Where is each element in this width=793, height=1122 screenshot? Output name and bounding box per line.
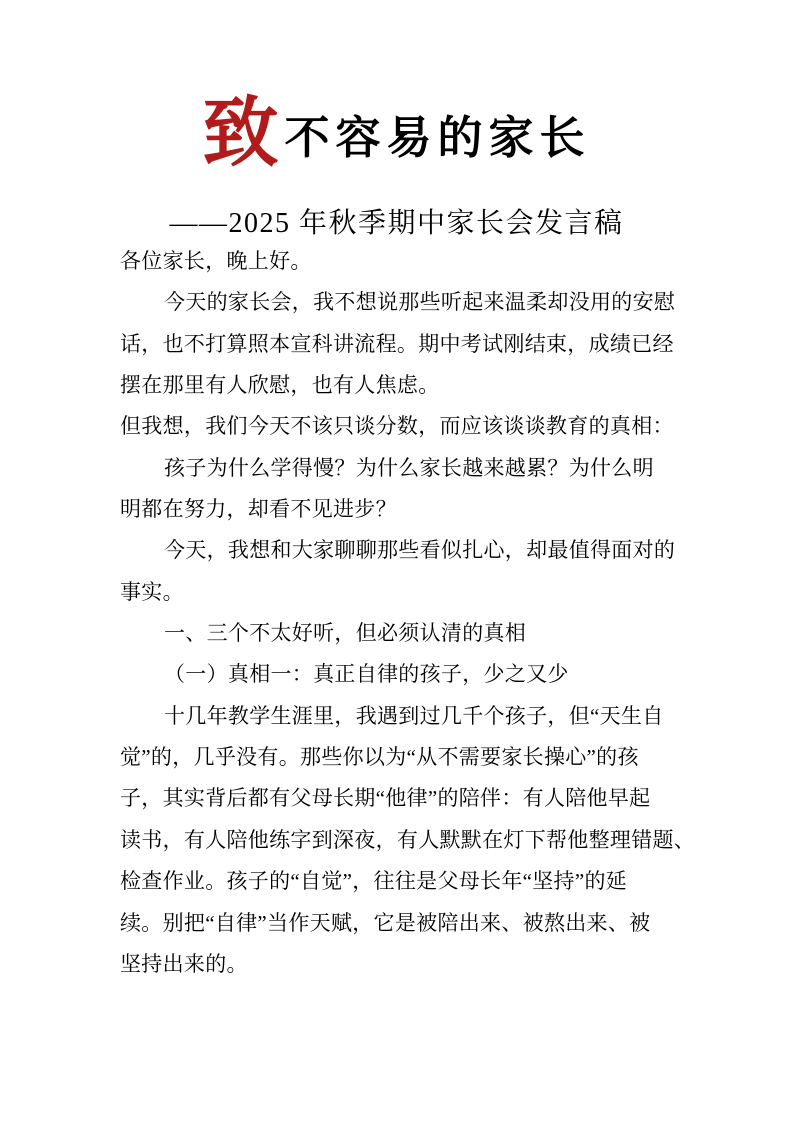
body-line: 事实。 (120, 579, 184, 604)
title-accent-char: 致 (202, 92, 279, 176)
body-line: 但我想，我们今天不该只谈分数，而应该谈谈教育的真相： (120, 414, 674, 439)
body-line: 话，也不打算照本宣科讲流程。期中考试刚结束，成绩已经 (120, 331, 674, 356)
body-line: 摆在那里有人欣慰，也有人焦虑。 (120, 373, 440, 398)
body-line: 觉”的，几乎没有。那些你以为“从不需要家长操心”的孩 (120, 745, 639, 770)
body-line: 一、三个不太好听，但必须认清的真相 (164, 621, 527, 646)
document-body (120, 241, 696, 985)
body-line: 十几年教学生涯里，我遇到过几千个孩子，但“天生自 (164, 703, 664, 728)
title-text: 不容易的家长 (284, 113, 591, 163)
body-line: 今天的家长会，我不想说那些听起来温柔却没用的安慰 (164, 290, 676, 315)
body-line: 孩子为什么学得慢？为什么家长越来越累？为什么明 (164, 455, 654, 480)
document-subtitle: ——2025 年秋季期中家长会发言稿 (169, 208, 624, 239)
body-line: 今天，我想和大家聊聊那些看似扎心，却最值得面对的 (164, 538, 676, 563)
body-line: 坚持出来的。 (120, 951, 248, 976)
body-line: 读书，有人陪他练字到深夜，有人默默在灯下帮他整理错题、 (120, 827, 696, 852)
body-line: （一）真相一：真正自律的孩子，少之又少 (164, 662, 569, 687)
body-line: 检查作业。孩子的“自觉”，往往是父母长年“坚持”的延 (120, 869, 628, 894)
document-title (0, 92, 793, 176)
body-line: 明都在努力，却看不见进步？ (120, 497, 397, 522)
body-line: 各位家长，晚上好。 (120, 249, 312, 273)
body-line: 续。别把“自律”当作天赋，它是被陪出来、被熬出来、被 (120, 910, 651, 935)
body-line: 子，其实背后都有父母长期“他律”的陪伴：有人陪他早起 (120, 786, 651, 811)
